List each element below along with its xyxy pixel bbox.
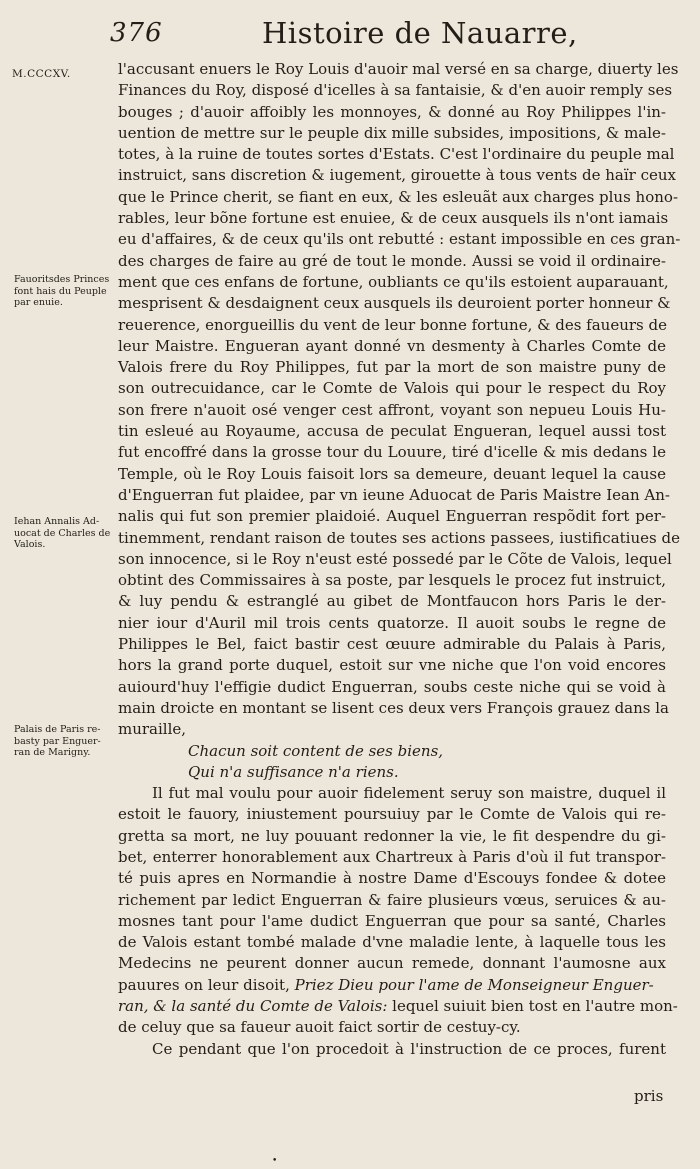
text-line: [118, 996, 678, 1017]
footer-mark: •: [272, 1156, 278, 1166]
text-line: [118, 975, 666, 996]
marginal-note-annalis: Iehan Annalis Ad- uocat de Charles de Valois.: [14, 516, 111, 550]
text-line: mesprisent & desdaignent ceux ausquels ils deuroient porter honneur &: [118, 294, 671, 313]
text-line: té puis apres en Normandie à nostre Dame d'Escouys fondee & dotee: [118, 869, 666, 888]
text-line: uention de mettre sur le peuple dix mille subsides, impositions, & male-: [118, 123, 666, 142]
text-line: main droicte en montant se lisent ces deux vers François grauez dans la: [118, 698, 669, 717]
text-line: muraille,: [118, 720, 187, 739]
text-line: hors la grand porte duquel, estoit sur vne niche que l'on void encores: [118, 656, 666, 675]
text-line: rables, leur bõne fortune est enuiee, & de ceux ausquels ils n'ont iamais: [118, 209, 669, 228]
text-line: l'accusant enuers le Roy Louis d'auoir mal versé en sa charge, diuerty les: [118, 60, 679, 78]
text-fragment: lequel suiuit bien tost en l'autre mon-: [392, 997, 678, 1016]
text-line: nalis qui fut son premier plaidoié. Auquel Enguerran respõdit fort per-: [118, 507, 666, 526]
text-line: mosnes tant pour l'ame dudict Enguerran que pour sa santé, Charles: [118, 911, 666, 930]
text-line: estoit le fauory, iniustement poursuiuy par le Comte de Valois qui re-: [118, 805, 666, 824]
text-line: Temple, où le Roy Louis faisoit lors sa demeure, deuant lequel la cause: [118, 464, 666, 483]
text-line: auiourd'huy l'effigie dudict Enguerran, soubs ceste niche qui se void à: [118, 677, 666, 696]
text-line: eu d'affaires, & de ceux qu'ils ont rebutté : estant impossible en ces gran-: [118, 230, 681, 249]
page-number: 376: [110, 18, 163, 48]
text-line: son frere n'auoit osé venger cest affront, voyant son nepueu Louis Hu-: [118, 400, 666, 419]
italic-quote: ran, & la santé du Comte de Valois:: [118, 997, 388, 1016]
text-line: Medecins ne peurent donner aucun remede, donnant l'aumosne aux: [118, 954, 666, 973]
text-line: richement par ledict Enguerran & faire plusieurs vœus, seruices & au-: [118, 890, 666, 909]
marginal-note-palais: Palais de Paris re- basty par Enguer- ran de Marigny.: [14, 724, 101, 758]
text-line: bet, enterrer honorablement aux Chartreux à Paris d'où il fut transpor-: [118, 847, 666, 866]
text-line: nier iour d'Auril mil trois cents quatorze. Il auoit soubs le regne de: [118, 613, 666, 632]
text-line: Finances du Roy, disposé d'icelles à sa fantaisie, & d'en auoir remply ses: [118, 81, 673, 100]
text-line: de celuy que sa faueur auoit faict sortir de cestuy-cy.: [118, 1018, 521, 1037]
text-line: de Valois estant tombé malade d'vne maladie lente, à laquelle tous les: [118, 933, 666, 952]
text-line: son outrecuidance, car le Comte de Valois qui pour le respect du Roy: [118, 379, 666, 398]
text-line: instruict, sans discretion & iugement, girouette à tous vents de haïr ceux: [118, 166, 676, 185]
text-line: & luy pendu & estranglé au gibet de Montfaucon hors Paris le der-: [118, 592, 666, 611]
running-head: Histoire de Nauarre,: [262, 16, 578, 50]
text-line: leur Maistre. Engueran ayant donné vn desmenty à Charles Comte de: [118, 336, 666, 355]
text-line: Il fut mal voulu pour auoir fidelement seruy son maistre, duquel il: [152, 784, 666, 803]
text-line: Valois frere du Roy Philippes, fut par la mort de son maistre puny de: [118, 358, 666, 377]
text-line: que le Prince cherit, se fiant en eux, & les esleuãt aux charges plus hono-: [118, 187, 679, 206]
text-line: Ce pendant que l'on procedoit à l'instruction de ce proces, furent: [152, 1039, 666, 1058]
text-line: reuerence, enorgueillis du vent de leur bonne fortune, & des faueurs de: [118, 315, 667, 334]
text-line: son innocence, si le Roy n'eust esté possedé par le Cõte de Valois, lequel: [118, 549, 672, 568]
text-line: ment que ces enfans de fortune, oubliants ce qu'ils estoient auparauant,: [118, 272, 669, 291]
text-line: tinemment, rendant raison de toutes ses actions passees, iustificatiues de: [118, 528, 680, 547]
italic-quote: Priez Dieu pour l'ame de Monseigneur Enguer-: [294, 975, 654, 994]
text-line: fut encoffré dans la grosse tour du Louure, tiré d'icelle & mis dedans le: [118, 443, 666, 462]
text-line: tin esleué au Royaume, accusa de peculat Engueran, lequel aussi tost: [118, 422, 666, 441]
text-line: obtint des Commissaires à sa poste, par lesquels le procez fut instruict,: [118, 571, 666, 590]
text-line: gretta sa mort, ne luy pouuant redonner la vie, le fit despendre du gi-: [118, 826, 666, 845]
body-text: [118, 59, 681, 1060]
verse-line: Qui n'a suffisance n'a riens.: [188, 762, 399, 781]
text-line: des charges de faire au gré de tout le monde. Aussi se void il ordinaire-: [118, 251, 666, 270]
catchword: pris: [634, 1087, 664, 1105]
marginal-note-favorites: Fauoritsdes Princes font hais du Peuple par enuie.: [14, 274, 110, 308]
text-line: Philippes le Bel, faict bastir cest œuure admirable du Palais à Paris,: [118, 635, 666, 654]
text-line: bouges ; d'auoir affoibly les monnoyes, & donné au Roy Philippes l'in-: [118, 102, 666, 121]
text-line: totes, à la ruine de toutes sortes d'Estats. C'est l'ordinaire du peuple mal: [118, 145, 675, 164]
text-fragment: pauures on leur disoit,: [118, 975, 290, 994]
verse-line: Chacun soit content de ses biens,: [188, 741, 444, 760]
year-marginal: M.CCCXV.: [12, 68, 71, 80]
text-line: d'Enguerran fut plaidee, par vn ieune Aduocat de Paris Maistre Iean An-: [118, 485, 670, 504]
